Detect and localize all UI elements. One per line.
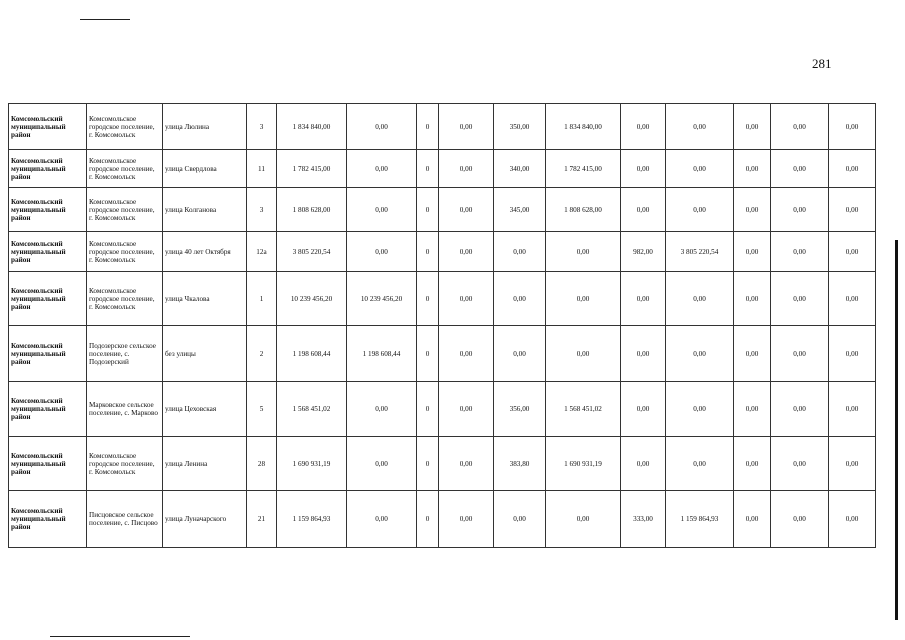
table-row (9, 104, 876, 150)
total-cost-cell: 1 159 864,93 (277, 491, 347, 548)
settlement-cell: Комсомольское городское поселение, г. Комсомольск (87, 104, 163, 150)
table-row (9, 232, 876, 272)
value-cell: 0,00 (829, 491, 876, 548)
value-cell: 1 198 608,44 (347, 326, 417, 382)
value-cell: 0,00 (771, 326, 829, 382)
value-cell: 1 568 451,02 (546, 382, 621, 437)
street-cell: улица Свердлова (163, 150, 247, 188)
value-cell: 0,00 (439, 104, 494, 150)
value-cell: 0,00 (494, 272, 546, 326)
value-cell: 0,00 (734, 491, 771, 548)
value-cell: 0,00 (666, 382, 734, 437)
settlement-cell: Комсомольское городское поселение, г. Комсомольск (87, 437, 163, 491)
settlement-cell: Комсомольское городское поселение, г. Комсомольск (87, 272, 163, 326)
settlement-cell: Комсомольское городское поселение, г. Комсомольск (87, 150, 163, 188)
value-cell: 0,00 (347, 491, 417, 548)
district-cell: Комсомольский муниципальный район (9, 491, 87, 548)
value-cell: 1 159 864,93 (666, 491, 734, 548)
value-cell: 0,00 (439, 188, 494, 232)
value-cell: 1 834 840,00 (546, 104, 621, 150)
house-number-cell: 3 (247, 104, 277, 150)
value-cell: 0,00 (734, 104, 771, 150)
value-cell: 0,00 (621, 188, 666, 232)
settlement-cell: Марковское сельское поселение, с. Марково (87, 382, 163, 437)
registry-table (8, 103, 876, 548)
value-cell: 340,00 (494, 150, 546, 188)
value-cell: 0,00 (771, 437, 829, 491)
scan-edge-right (895, 240, 898, 620)
value-cell: 3 805 220,54 (666, 232, 734, 272)
value-cell: 383,80 (494, 437, 546, 491)
value-cell: 0,00 (347, 437, 417, 491)
value-cell: 0,00 (771, 188, 829, 232)
house-number-cell: 2 (247, 326, 277, 382)
value-cell: 0,00 (771, 272, 829, 326)
value-cell: 0 (417, 188, 439, 232)
street-cell: улица Колганова (163, 188, 247, 232)
value-cell: 982,00 (621, 232, 666, 272)
value-cell: 10 239 456,20 (347, 272, 417, 326)
value-cell: 0,00 (666, 104, 734, 150)
value-cell: 0,00 (546, 491, 621, 548)
value-cell: 0,00 (666, 326, 734, 382)
value-cell: 0 (417, 272, 439, 326)
settlement-cell: Писцовское сельское поселение, с. Писцово (87, 491, 163, 548)
total-cost-cell: 1 690 931,19 (277, 437, 347, 491)
total-cost-cell: 1 834 840,00 (277, 104, 347, 150)
value-cell: 0,00 (347, 150, 417, 188)
value-cell: 0 (417, 437, 439, 491)
value-cell: 0,00 (666, 437, 734, 491)
value-cell: 0,00 (734, 272, 771, 326)
total-cost-cell: 1 198 608,44 (277, 326, 347, 382)
street-cell: без улицы (163, 326, 247, 382)
value-cell: 0,00 (439, 272, 494, 326)
house-number-cell: 12а (247, 232, 277, 272)
value-cell: 0,00 (439, 232, 494, 272)
scan-mark-top (80, 19, 130, 20)
value-cell: 0 (417, 382, 439, 437)
house-number-cell: 28 (247, 437, 277, 491)
value-cell: 0 (417, 150, 439, 188)
house-number-cell: 5 (247, 382, 277, 437)
value-cell: 356,00 (494, 382, 546, 437)
value-cell: 0 (417, 104, 439, 150)
value-cell: 0,00 (771, 491, 829, 548)
value-cell: 0,00 (347, 232, 417, 272)
value-cell: 0,00 (439, 150, 494, 188)
value-cell: 0,00 (439, 382, 494, 437)
value-cell: 0,00 (347, 104, 417, 150)
value-cell: 0,00 (494, 326, 546, 382)
value-cell: 0,00 (439, 326, 494, 382)
value-cell: 0,00 (666, 150, 734, 188)
table-row (9, 188, 876, 232)
value-cell: 0 (417, 232, 439, 272)
value-cell: 0,00 (771, 382, 829, 437)
value-cell: 0,00 (829, 272, 876, 326)
value-cell: 0,00 (771, 104, 829, 150)
table-row (9, 150, 876, 188)
total-cost-cell: 1 568 451,02 (277, 382, 347, 437)
value-cell: 0,00 (546, 326, 621, 382)
district-cell: Комсомольский муниципальный район (9, 188, 87, 232)
total-cost-cell: 3 805 220,54 (277, 232, 347, 272)
value-cell: 0,00 (439, 437, 494, 491)
value-cell: 0,00 (734, 437, 771, 491)
table-row (9, 437, 876, 491)
value-cell: 0 (417, 491, 439, 548)
settlement-cell: Комсомольское городское поселение, г. Комсомольск (87, 188, 163, 232)
settlement-cell: Комсомольское городское поселение, г. Комсомольск (87, 232, 163, 272)
district-cell: Комсомольский муниципальный район (9, 272, 87, 326)
value-cell: 0,00 (621, 272, 666, 326)
street-cell: улица Ленина (163, 437, 247, 491)
value-cell: 0,00 (546, 232, 621, 272)
district-cell: Комсомольский муниципальный район (9, 232, 87, 272)
value-cell: 1 782 415,00 (546, 150, 621, 188)
value-cell: 1 808 628,00 (546, 188, 621, 232)
value-cell: 0,00 (494, 232, 546, 272)
district-cell: Комсомольский муниципальный район (9, 104, 87, 150)
value-cell: 0,00 (666, 272, 734, 326)
value-cell: 0,00 (771, 150, 829, 188)
district-cell: Комсомольский муниципальный район (9, 150, 87, 188)
value-cell: 0,00 (734, 232, 771, 272)
street-cell: улица Цеховская (163, 382, 247, 437)
value-cell: 0,00 (666, 188, 734, 232)
street-cell: улица Луначарского (163, 491, 247, 548)
settlement-cell: Подозерское сельское поселение, с. Подозерский (87, 326, 163, 382)
value-cell: 0,00 (829, 150, 876, 188)
value-cell: 0,00 (494, 491, 546, 548)
value-cell: 0,00 (829, 382, 876, 437)
value-cell: 333,00 (621, 491, 666, 548)
table-row (9, 382, 876, 437)
value-cell: 345,00 (494, 188, 546, 232)
value-cell: 0 (417, 326, 439, 382)
street-cell: улица Чкалова (163, 272, 247, 326)
value-cell: 0,00 (771, 232, 829, 272)
house-number-cell: 21 (247, 491, 277, 548)
value-cell: 0,00 (829, 188, 876, 232)
table-row (9, 491, 876, 548)
value-cell: 0,00 (347, 188, 417, 232)
table-row (9, 326, 876, 382)
scan-mark-bottom (50, 636, 190, 637)
house-number-cell: 11 (247, 150, 277, 188)
value-cell: 0,00 (439, 491, 494, 548)
value-cell: 0,00 (546, 272, 621, 326)
total-cost-cell: 10 239 456,20 (277, 272, 347, 326)
district-cell: Комсомольский муниципальный район (9, 326, 87, 382)
value-cell: 0,00 (829, 104, 876, 150)
value-cell: 0,00 (734, 188, 771, 232)
value-cell: 0,00 (829, 437, 876, 491)
page-number: 281 (812, 56, 832, 71)
value-cell: 0,00 (734, 382, 771, 437)
value-cell: 0,00 (734, 150, 771, 188)
value-cell: 1 690 931,19 (546, 437, 621, 491)
value-cell: 0,00 (621, 150, 666, 188)
table-row (9, 272, 876, 326)
value-cell: 0,00 (829, 326, 876, 382)
total-cost-cell: 1 808 628,00 (277, 188, 347, 232)
total-cost-cell: 1 782 415,00 (277, 150, 347, 188)
value-cell: 0,00 (829, 232, 876, 272)
district-cell: Комсомольский муниципальный район (9, 437, 87, 491)
street-cell: улица 40 лет Октября (163, 232, 247, 272)
value-cell: 0,00 (347, 382, 417, 437)
value-cell: 0,00 (621, 104, 666, 150)
table-body (9, 104, 876, 548)
house-number-cell: 1 (247, 272, 277, 326)
house-number-cell: 3 (247, 188, 277, 232)
value-cell: 0,00 (621, 437, 666, 491)
value-cell: 0,00 (734, 326, 771, 382)
district-cell: Комсомольский муниципальный район (9, 382, 87, 437)
street-cell: улица Люлина (163, 104, 247, 150)
value-cell: 0,00 (621, 382, 666, 437)
value-cell: 0,00 (621, 326, 666, 382)
value-cell: 350,00 (494, 104, 546, 150)
